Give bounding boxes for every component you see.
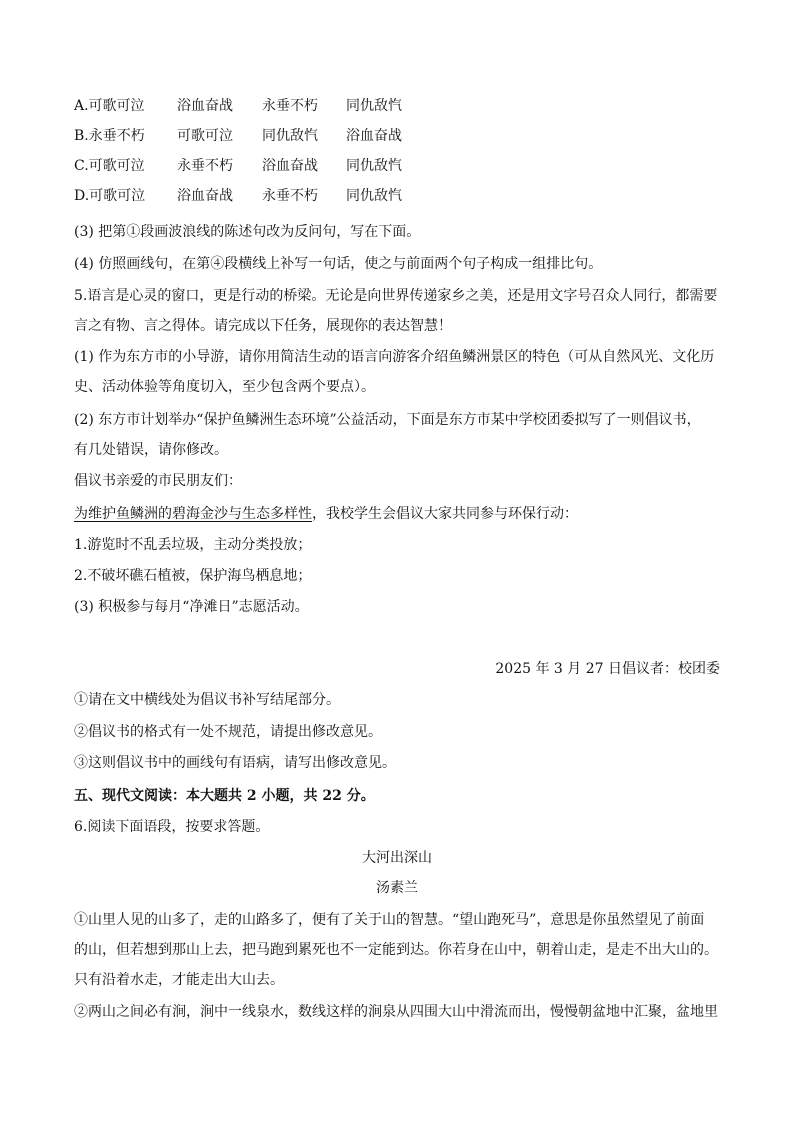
option-a-3: 永垂不朽 [262,98,318,114]
question-5-intro-line-1: 5.语言是心灵的窗口，更是行动的桥梁。无论是向世界传递家乡之美，还是用文字号召众人同行，都需要 [74,288,718,304]
option-a-1: A.可歌可泣 [74,98,145,114]
option-c-2: 永垂不朽 [177,158,233,174]
question-3: (3) 把第①段画波浪线的陈述句改为反问句，写在下面。 [74,224,421,240]
question-5-sub1-line-1: (1) 作为东方市的小导游，请你用简洁生动的语言向游客介绍鱼鳞洲景区的特色（可从自然风光、文化历 [74,349,715,365]
option-b-4: 浴血奋战 [346,128,402,144]
option-c [74,156,426,176]
option-c-3: 浴血奋战 [262,158,318,174]
letter-salutation: 倡议书亲爱的市民朋友们： [74,473,242,489]
option-d-4: 同仇敌忾 [346,188,402,204]
option-b-2: 可歌可泣 [177,128,233,144]
article-author: 汤素兰 [376,880,418,896]
option-d-3: 永垂不朽 [262,188,318,204]
option-b-1: B.永垂不朽 [74,128,145,144]
option-b-3: 同仇敌忾 [262,128,318,144]
article-p1-line-3: 只有沿着水走，才能走出大山去。 [74,972,284,988]
task-3: ③这则倡议书中的画线句有语病，请写出修改意见。 [74,755,396,771]
letter-item-2: 2.不破坏礁石植被，保护海鸟栖息地； [74,568,312,584]
article-p2-line-1: ②两山之间必有涧，涧中一线泉水，数线这样的涧泉从四围大山中滑流而出，慢慢朝盆地中汇聚，盆地里 [74,1004,718,1020]
option-b [74,126,426,146]
article-title: 大河出深山 [362,850,432,866]
section-heading: 五、现代文阅读：本大题共 2 小题，共 22 分。 [74,788,375,804]
article-p1-line-2: 的山，但若想到那山上去，把马跑到累死也不一定能到达。你若身在山中，朝着山走，是走不出大山的。 [74,942,718,958]
option-a-2: 浴血奋战 [177,98,233,114]
option-c-1: C.可歌可泣 [74,158,145,174]
letter-item-3: (3) 积极参与每月“净滩日”志愿活动。 [74,599,309,615]
letter-signature: 2025 年 3 月 27 日倡议者：校团委 [495,661,720,677]
option-a [74,96,426,116]
question-4: (4) 仿照画线句，在第④段横线上补写一句话，使之与前面两个句子构成一组排比句。 [74,256,603,272]
option-d-2: 浴血奋战 [177,188,233,204]
option-d [74,186,426,206]
letter-body [74,504,578,524]
question-5-intro-line-2: 言之有物、言之得体。请完成以下任务，展现你的表达智慧！ [74,318,452,334]
question-6: 6.阅读下面语段，按要求答题。 [74,819,270,835]
letter-item-1: 1.游览时不乱丢垃圾，主动分类投放； [74,537,312,553]
article-p1-line-1: ①山里人见的山多了，走的山路多了，便有了关于山的智慧。“望山跑死马”，意思是你虽然望见了前面 [74,912,705,928]
task-1: ①请在文中横线处为倡议书补写结尾部分。 [74,692,340,708]
question-5-sub2-line-2: 有几处错误，请你修改。 [74,442,228,458]
task-2: ②倡议书的格式有一处不规范，请提出修改意见。 [74,724,382,740]
option-a-4: 同仇敌忾 [346,98,402,114]
underlined-sentence: 为维护鱼鳞洲的碧海金沙与生态多样性 [74,506,312,522]
option-c-4: 同仇敌忾 [346,158,402,174]
option-d-1: D.可歌可泣 [74,188,146,204]
question-5-sub1-line-2: 史、活动体验等角度切入，至少包含两个要点）。 [74,379,375,395]
letter-body-rest: ，我校学生会倡议大家共同参与环保行动： [312,506,578,522]
question-5-sub2-line-1: (2) 东方市计划举办“保护鱼鳞洲生态环境”公益活动，下面是东方市某中学校团委拟写了一则倡议书， [74,412,701,428]
